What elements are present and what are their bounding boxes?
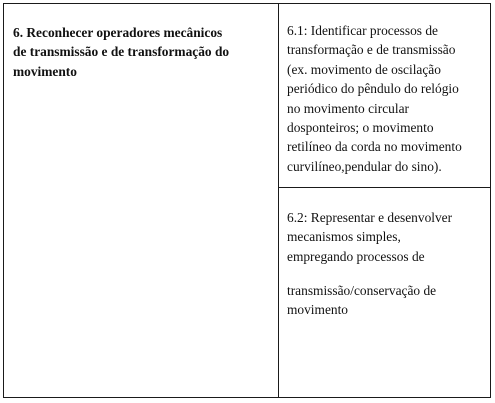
descriptor-line: 6.2: Representar e desenvolver <box>287 210 453 225</box>
descriptor-line: movimento <box>287 302 348 318</box>
column-divider <box>278 3 279 398</box>
descriptor-line: curvilíneo,pendular do sino). <box>287 158 442 174</box>
descriptor-line: mecanismos simples, <box>287 229 401 245</box>
descriptor-line: empregando processos de <box>287 248 425 264</box>
objective-line: movimento <box>13 63 77 79</box>
descriptor-line: 6.1: Identificar processos de <box>287 23 438 38</box>
descriptor-6-2 <box>287 208 452 266</box>
objective-line: de transmissão e de transformação do <box>13 44 230 60</box>
objective-heading <box>13 23 229 81</box>
descriptor-line: transmissão/conservação de <box>287 283 437 298</box>
descriptor-line: retilíneo da corda no movimento <box>287 139 462 155</box>
descriptor-line: periódico do pêndulo do relógio <box>287 81 459 97</box>
descriptor-6-1 <box>287 21 462 176</box>
row-divider <box>279 187 491 188</box>
descriptor-line: dosponteiros; o movimento <box>287 120 434 136</box>
descriptor-line: no movimento circular <box>287 100 409 116</box>
descriptor-line: transformação e de transmissão <box>287 42 456 58</box>
objective-line: 6. Reconhecer operadores mecânicos <box>13 25 223 40</box>
descriptor-line: (ex. movimento de oscilação <box>287 61 441 77</box>
descriptor-6-2-continuation <box>287 281 436 320</box>
